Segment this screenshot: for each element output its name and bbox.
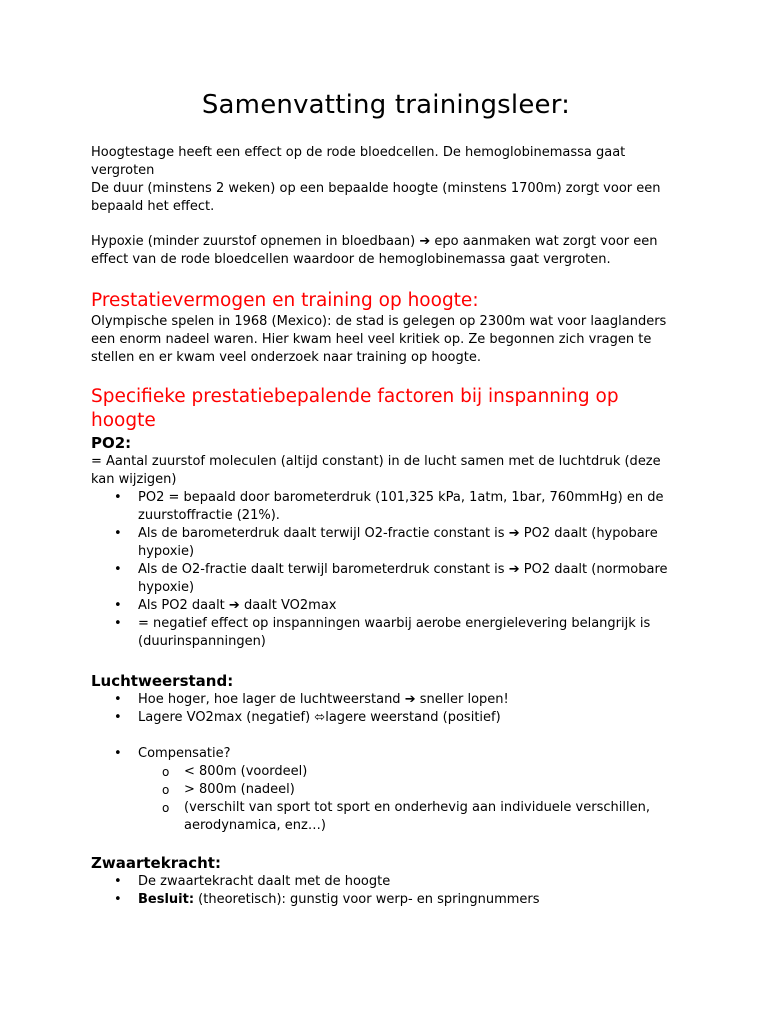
sub-list-item bbox=[91, 781, 681, 799]
zwaartekracht-list bbox=[91, 873, 681, 909]
po2-list bbox=[91, 489, 681, 651]
luchtweerstand-list bbox=[91, 691, 681, 835]
list-item-text: De zwaartekracht daalt met de hoogte bbox=[138, 874, 391, 889]
bullet-icon: • bbox=[114, 490, 122, 505]
list-item-spacer bbox=[91, 727, 681, 745]
intro-line-2: De duur (minstens 2 weken) op een bepaalde hoogte (minstens 1700m) zorgt voor een bepaald het effect. bbox=[91, 181, 661, 214]
right-arrow-icon: ➔ bbox=[508, 526, 520, 541]
list-item-text: daalt VO2max bbox=[243, 598, 337, 613]
list-item-text: Compensatie? bbox=[138, 746, 231, 761]
sub-bullet-icon: o bbox=[162, 765, 170, 779]
list-item-text: lagere weerstand (positief) bbox=[325, 710, 501, 725]
list-item-text: (theoretisch): gunstig voor werp- en springnummers bbox=[194, 892, 540, 907]
bullet-icon: • bbox=[114, 598, 122, 613]
bullet-icon: • bbox=[114, 526, 122, 541]
bullet-icon: • bbox=[114, 562, 122, 577]
list-item bbox=[91, 745, 681, 835]
intro-paragraph-1 bbox=[91, 144, 681, 216]
section-heading-prestatievermogen: Prestatievermogen en training op hoogte: bbox=[91, 290, 479, 311]
list-item-text: Als PO2 daalt bbox=[138, 598, 225, 613]
bullet-icon: • bbox=[114, 892, 122, 907]
sub-list-item bbox=[91, 763, 681, 781]
list-item bbox=[91, 615, 681, 651]
subheading-luchtweerstand: Luchtweerstand: bbox=[91, 672, 234, 690]
right-arrow-icon: ➔ bbox=[419, 234, 431, 249]
list-item bbox=[91, 891, 681, 909]
intro-line-1: Hoogtestage heeft een effect op de rode bloedcellen. De hemoglobinemassa gaat vergroten bbox=[91, 145, 626, 178]
section-heading-factoren: Specifieke prestatiebepalende factoren bij inspanning op hoogte bbox=[91, 386, 619, 431]
section1-paragraph: Olympische spelen in 1968 (Mexico): de stad is gelegen op 2300m wat voor laaglanders een enorm nadeel waren. Hier kwam heel veel kritiek op. Ze begonnen zich vragen te stellen en er kwam veel onderzoek naar training op hoogte. bbox=[91, 314, 667, 365]
sub-list-item bbox=[91, 799, 681, 835]
sub-list-item-text: > 800m (nadeel) bbox=[184, 782, 295, 797]
list-item-text: Hoe hoger, hoe lager de luchtweerstand bbox=[138, 692, 401, 707]
intro-p2-after: epo aanmaken wat zorgt voor een effect van de rode bloedcellen waardoor de hemoglobinemassa gaat vergroten. bbox=[91, 234, 658, 267]
double-arrow-icon: ⬄ bbox=[314, 710, 326, 725]
intro-p2-before: Hypoxie (minder zuurstof opnemen in bloedbaan) bbox=[91, 234, 416, 249]
list-item-text: = negatief effect op inspanningen waarbij aerobe energielevering belangrijk is (duurinspanningen) bbox=[138, 616, 651, 649]
bullet-icon: • bbox=[114, 616, 122, 631]
list-item bbox=[91, 709, 681, 727]
list-item bbox=[91, 873, 681, 891]
compensatie-sublist bbox=[138, 763, 681, 835]
sub-list-item-text: (verschilt van sport tot sport en onderhevig aan individuele verschillen, aerodynamica, enz…) bbox=[184, 800, 650, 833]
list-item-text: Lagere VO2max (negatief) bbox=[138, 710, 311, 725]
list-item-text: PO2 daalt (normobare hypoxie) bbox=[138, 562, 668, 595]
list-item bbox=[91, 525, 681, 561]
right-arrow-icon: ➔ bbox=[228, 598, 240, 613]
list-item bbox=[91, 691, 681, 709]
intro-paragraph-2 bbox=[91, 233, 681, 269]
list-item-text: PO2 daalt (hypobare hypoxie) bbox=[138, 526, 658, 559]
list-item-text: sneller lopen! bbox=[419, 692, 509, 707]
bullet-icon: • bbox=[114, 710, 122, 725]
sub-list-item-text: < 800m (voordeel) bbox=[184, 764, 308, 779]
subheading-zwaartekracht: Zwaartekracht: bbox=[91, 854, 221, 872]
bullet-icon: • bbox=[114, 874, 122, 889]
list-item bbox=[91, 489, 681, 525]
page-title: Samenvatting trainingsleer: bbox=[201, 90, 571, 120]
sub-bullet-icon: o bbox=[162, 783, 170, 797]
besluit-label: Besluit: bbox=[138, 892, 195, 907]
po2-definition: = Aantal zuurstof moleculen (altijd constant) in de lucht samen met de luchtdruk (deze kan wijzigen) bbox=[91, 454, 661, 487]
right-arrow-icon: ➔ bbox=[508, 562, 520, 577]
subheading-po2: PO2: bbox=[91, 434, 132, 452]
right-arrow-icon: ➔ bbox=[404, 692, 416, 707]
bullet-icon: • bbox=[114, 692, 122, 707]
bullet-icon: • bbox=[114, 746, 122, 761]
list-item bbox=[91, 561, 681, 597]
list-item-text: Als de barometerdruk daalt terwijl O2-fractie constant is bbox=[138, 526, 505, 541]
list-item-text: PO2 = bepaald door barometerdruk (101,325 kPa, 1atm, 1bar, 760mmHg) en de zuurstoffractie (21%). bbox=[138, 490, 664, 523]
sub-bullet-icon: o bbox=[162, 801, 170, 815]
list-item-text: Als de O2-fractie daalt terwijl barometerdruk constant is bbox=[138, 562, 505, 577]
document-page bbox=[91, 88, 681, 909]
list-item bbox=[91, 597, 681, 615]
